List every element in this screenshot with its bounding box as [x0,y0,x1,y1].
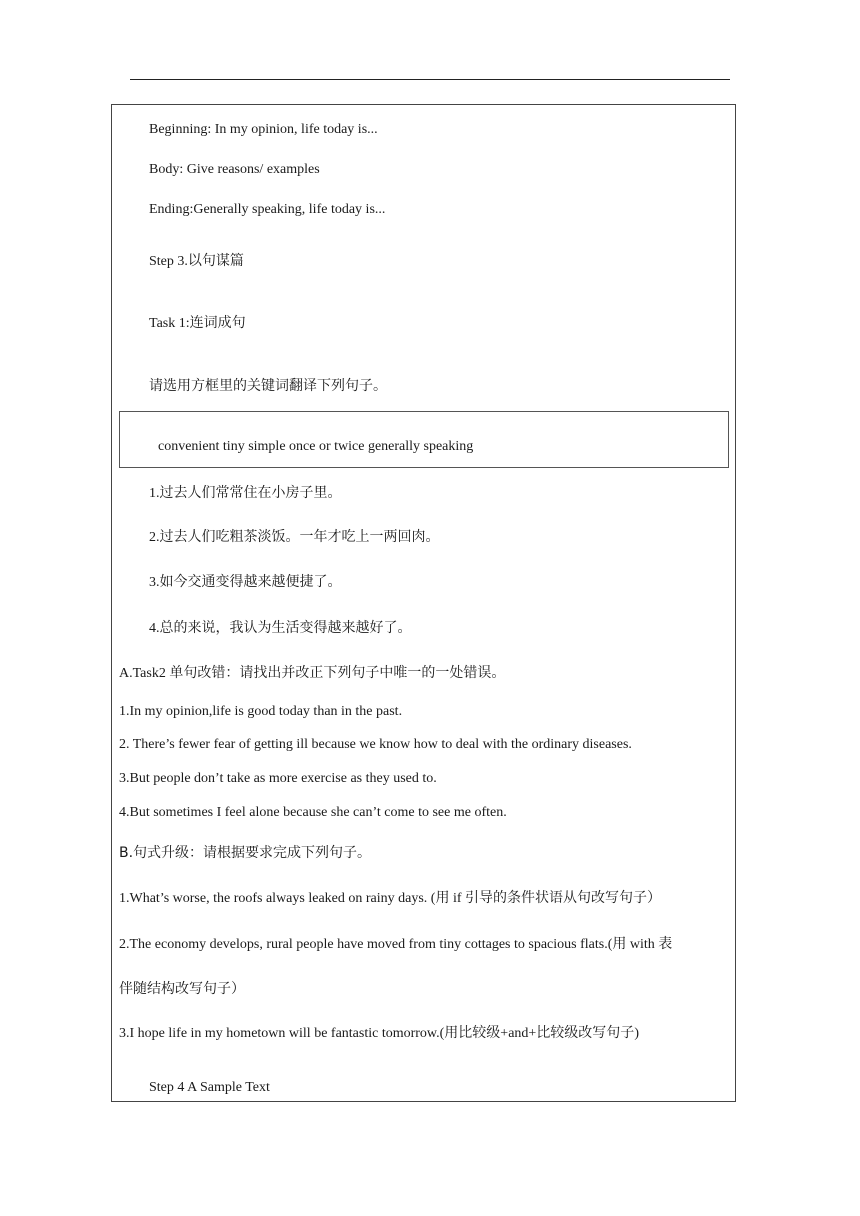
section-b-item-2 [119,935,672,954]
task1-item [149,528,440,547]
section-b-item-1-cn: 引导的条件状语从句改写句子） [465,890,662,906]
step3-cn: 以句谋篇 [187,253,244,269]
task1-item-num: 3. [149,575,160,590]
step3-en: Step 3. [149,254,188,269]
section-b-item-3-cn: 用比较级 [444,1025,501,1041]
task1-item [149,573,342,592]
section-b-item-3 [119,1024,639,1043]
section-b-heading: B.句式升级：请根据要求完成下列句子。 [119,845,372,861]
section-b-item-3-en: ) [634,1026,639,1041]
task1-en: Task 1: [149,316,190,331]
task2-item: 2. There’s fewer fear of getting ill because we know how to deal with the ordinary diseases. [119,737,632,752]
section-b-item-1 [119,889,661,908]
task1-cn: 连词成句 [189,315,246,331]
step4-heading: Step 4 A Sample Text [149,1080,270,1095]
section-b-item-3-cn: 比较级改写句子 [536,1025,635,1041]
section-b-item-2-cont: 伴随结构改写句子） [119,981,245,997]
section-b-item-1-en: 1.What’s worse, the roofs always leaked on rainy days. (用 if [119,891,466,906]
outline-ending: Ending:Generally speaking, life today is... [149,202,386,217]
task1-item-num: 1. [149,486,160,501]
outline-beginning: Beginning: In my opinion, life today is... [149,122,378,137]
task1-item-text: 总的来说，我认为生活变得越来越好了。 [159,620,412,636]
task1-item-num: 2. [149,530,160,545]
step3-heading [149,252,244,271]
task1-item-text: 过去人们常常住在小房子里。 [159,485,342,501]
task2-item: 3.But people don’t take as more exercise as they used to. [119,771,437,786]
task2-item: 1.In my opinion,life is good today than in the past. [119,704,403,719]
task2-item: 4.But sometimes I feel alone because she can’t come to see me often. [119,805,507,820]
keyword-box [119,411,729,468]
keyword-list: convenient tiny simple once or twice generally speaking [158,439,474,454]
header-rule [130,79,730,80]
task2-cn: 单句改错：请找出并改正下列句子中唯一的一处错误。 [169,665,506,681]
section-b-item-2-cn: 表 [658,936,673,952]
task1-item [149,619,412,638]
section-b-item-3-en: 3.I hope life in my hometown will be fantastic tomorrow.( [119,1026,445,1041]
task1-item-text: 如今交通变得越来越便捷了。 [159,574,342,590]
task1-heading [149,314,246,333]
task1-instruction: 请选用方框里的关键词翻译下列句子。 [149,378,387,394]
task1-item-num: 4. [149,621,160,636]
task1-item [149,484,342,503]
outline-body: Body: Give reasons/ examples [149,162,320,177]
task2-en: A.Task2 [119,666,170,681]
task2-heading [119,664,505,683]
task1-item-text: 过去人们吃粗茶淡饭。一年才吃上一两回肉。 [159,529,440,545]
section-b-item-3-en: +and+ [500,1026,537,1041]
section-b-item-2-en: 2.The economy develops, rural people have moved from tiny cottages to spacious flats.(用 with [119,937,659,952]
